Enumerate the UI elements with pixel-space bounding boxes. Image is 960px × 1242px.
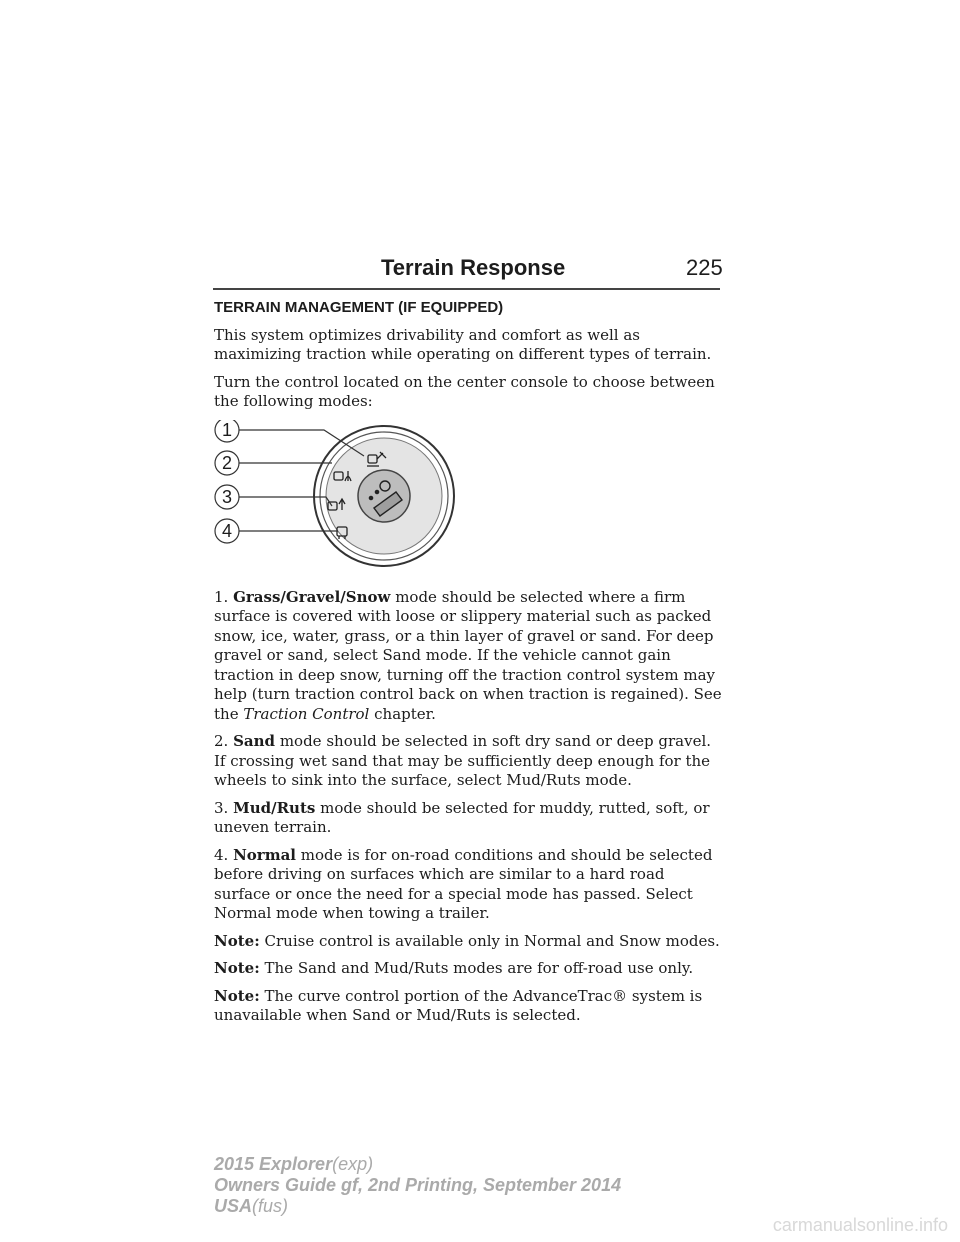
header-rule [213, 288, 720, 290]
mode-term: Mud/Ruts [233, 798, 316, 817]
terrain-dial-figure [214, 420, 474, 580]
mode-term: Normal [233, 845, 297, 864]
mode-description-3: 3. Mud/Ruts mode should be selected for muddy, rutted, soft, or uneven terrain. [214, 798, 710, 836]
mode-term: Sand [233, 732, 276, 750]
callout-3: 3 [221, 486, 232, 507]
intro-paragraph: This system optimizes drivability and comfort as well as maximizing traction while operating on different types of terrain. [214, 325, 712, 363]
page-number: 225 [686, 255, 723, 280]
page-title: Terrain Response [381, 255, 566, 280]
dial-center-knob [358, 470, 410, 522]
note: Note: Cruise control is available only in Normal and Snow modes. [214, 931, 720, 950]
note: Note: The curve control portion of the AdvanceTrac® system is unavailable when Sand or Mud/Ruts is selected. [214, 986, 703, 1024]
document-footer: 2015 Explorer(exp) Owners Guide gf, 2nd Printing, September 2014 USA(fus) [214, 1154, 622, 1216]
intro-paragraph: Turn the control located on the center console to choose between the following modes: [214, 372, 715, 410]
callout-1: 1 [221, 419, 232, 440]
callout-4: 4 [221, 520, 232, 541]
note: Note: The Sand and Mud/Ruts modes are for off-road use only. [214, 959, 694, 977]
page-content [214, 298, 724, 1034]
mode-description-4: 4. Normal mode is for on-road conditions and should be selected before driving on surfaces which are similar to a hard road surface or once the need for a special mode has passed. Select Normal mode when towing a trailer. [214, 845, 713, 922]
callout-2: 2 [221, 452, 232, 473]
watermark: carmanualsonline.info [772, 1215, 948, 1235]
cross-reference: Traction Control [243, 704, 370, 723]
section-heading: TERRAIN MANAGEMENT (IF EQUIPPED) [214, 299, 504, 316]
terrain-dial-illustration [214, 420, 474, 580]
mode-description-2: 2. Sand mode should be selected in soft dry sand or deep gravel. If crossing wet sand that may be sufficiently deep enough for the wheels to sink into the surface, select Mud/Ruts mode. [214, 732, 712, 789]
mode-term: Grass/Gravel/Snow [233, 587, 391, 606]
mode-description-1: 1. Grass/Gravel/Snow mode should be selected where a firm surface is covered with loose or slippery material such as packed snow, ice, water, grass, or a thin layer of gravel or sand. For deep gravel or sand, select Sand mode. If the vehicle cannot gain traction in deep snow, turning off the traction control system may help (turn traction control back on when traction is regained). See the Traction Control chapter. [214, 587, 722, 723]
